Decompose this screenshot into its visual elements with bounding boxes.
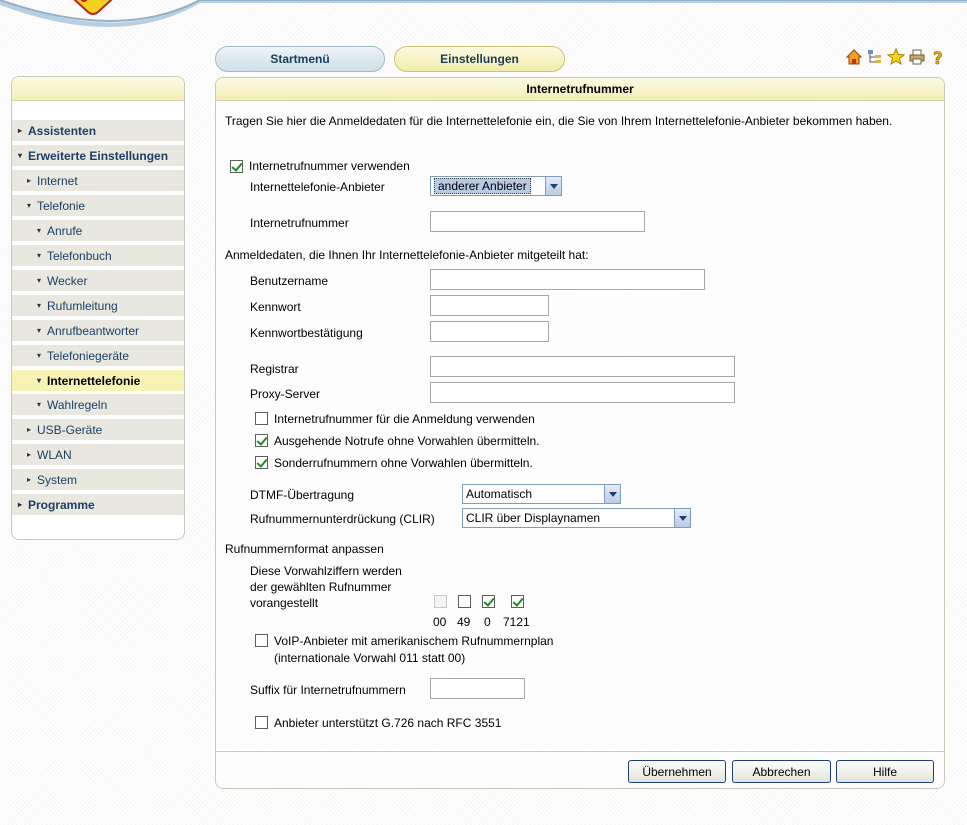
sidebar-item-telefoniegeraete[interactable]: ▾ Telefoniegeräte bbox=[12, 345, 184, 367]
sidebar-item-wlan[interactable]: ▸ WLAN bbox=[12, 444, 184, 466]
sidebar-item-system[interactable]: ▸ System bbox=[12, 469, 184, 491]
dtmf-select[interactable] bbox=[462, 484, 621, 504]
password-confirm-label: Kennwortbestätigung bbox=[250, 326, 363, 340]
voip-us-checkbox[interactable] bbox=[255, 634, 268, 647]
prefix-7121-checkbox[interactable] bbox=[511, 595, 524, 608]
registrar-label: Registrar bbox=[250, 362, 299, 376]
sidebar-item-telefonie[interactable]: ▾ Telefonie bbox=[12, 195, 184, 217]
suffix-input[interactable] bbox=[430, 678, 525, 699]
chevron-down-icon bbox=[604, 485, 620, 503]
use-number-checkbox[interactable] bbox=[230, 160, 243, 173]
suffix-label: Suffix für Internetrufnummern bbox=[250, 683, 406, 697]
chevron-down-icon: ▾ bbox=[18, 151, 23, 160]
chevron-right-icon: ▸ bbox=[18, 126, 23, 135]
password-label: Kennwort bbox=[250, 300, 301, 314]
provider-value: anderer Anbieter bbox=[434, 178, 531, 194]
format-heading: Rufnummernformat anpassen bbox=[225, 542, 384, 556]
intro-text: Tragen Sie hier die Anmeldedaten für die Internettelefonie ein, die Sie von Ihrem Internettelefonie-Anbieter bekommen haben. bbox=[225, 114, 893, 128]
chevron-down-icon bbox=[674, 509, 690, 527]
prefix-7121-label: 7121 bbox=[503, 615, 530, 629]
prefix-text-1: Diese Vorwahlziffern werden bbox=[250, 564, 402, 578]
star-icon[interactable] bbox=[887, 48, 905, 66]
sidebar-item-erweiterte-einstellungen[interactable]: ▾ Erweiterte Einstellungen bbox=[12, 145, 184, 167]
clir-label: Rufnummernunterdrückung (CLIR) bbox=[250, 512, 435, 526]
registrar-input[interactable] bbox=[430, 356, 735, 377]
chevron-down-icon: ▾ bbox=[37, 400, 42, 409]
chevron-down-icon: ▾ bbox=[37, 351, 42, 360]
sidebar-item-wahlregeln[interactable]: ▾ Wahlregeln bbox=[12, 394, 184, 416]
chevron-down-icon: ▾ bbox=[37, 376, 42, 385]
sidebar-item-telefonbuch[interactable]: ▾ Telefonbuch bbox=[12, 245, 184, 267]
prefix-49-label: 49 bbox=[457, 615, 471, 629]
emergency-calls-label: Ausgehende Notrufe ohne Vorwahlen übermitteln. bbox=[274, 434, 540, 448]
password-confirm-input[interactable] bbox=[430, 321, 549, 342]
sidebar-item-anrufe[interactable]: ▾ Anrufe bbox=[12, 220, 184, 242]
special-numbers-label: Sonderrufnummern ohne Vorwahlen übermitteln. bbox=[274, 456, 533, 470]
toolbar-icons bbox=[845, 48, 947, 66]
page-title: Internetrufnummer bbox=[216, 78, 944, 101]
sidebar-item-programme[interactable]: ▸ Programme bbox=[12, 494, 184, 516]
prefix-0-checkbox[interactable] bbox=[482, 595, 495, 608]
sidebar-item-internet[interactable]: ▸ Internet bbox=[12, 170, 184, 192]
tree-icon[interactable] bbox=[866, 48, 884, 66]
provider-label: Internettelefonie-Anbieter bbox=[250, 180, 385, 194]
chevron-down-icon: ▾ bbox=[27, 201, 32, 210]
chevron-right-icon: ▸ bbox=[27, 450, 32, 459]
help-button[interactable]: Hilfe bbox=[836, 760, 934, 783]
sidebar-nav bbox=[11, 76, 185, 540]
home-icon[interactable] bbox=[845, 48, 863, 66]
help-icon[interactable] bbox=[929, 48, 947, 66]
password-input[interactable] bbox=[430, 295, 549, 316]
use-number-login-label: Internetrufnummer für die Anmeldung verwenden bbox=[274, 412, 535, 426]
print-icon[interactable] bbox=[908, 48, 926, 66]
proxy-label: Proxy-Server bbox=[250, 387, 321, 401]
username-input[interactable] bbox=[430, 269, 705, 290]
tab-settings[interactable]: Einstellungen bbox=[394, 46, 565, 72]
fritz-logo bbox=[58, 0, 128, 24]
settings-panel bbox=[215, 77, 945, 789]
svg-text:?: ? bbox=[933, 49, 943, 66]
chevron-down-icon: ▾ bbox=[37, 251, 42, 260]
tab-startmenu[interactable]: Startmenü bbox=[215, 46, 385, 72]
g726-label: Anbieter unterstützt G.726 nach RFC 3551 bbox=[274, 716, 502, 730]
use-number-login-checkbox[interactable] bbox=[255, 412, 268, 425]
chevron-right-icon: ▸ bbox=[18, 500, 23, 509]
header-banner bbox=[0, 0, 967, 30]
sidebar-item-wecker[interactable]: ▾ Wecker bbox=[12, 270, 184, 292]
prefix-text-2: der gewählten Rufnummer bbox=[250, 580, 392, 594]
sidebar-item-usb-geraete[interactable]: ▸ USB-Geräte bbox=[12, 419, 184, 441]
chevron-down-icon bbox=[545, 177, 561, 195]
number-input[interactable] bbox=[430, 211, 645, 232]
number-label: Internetrufnummer bbox=[250, 216, 349, 230]
chevron-down-icon: ▾ bbox=[37, 226, 42, 235]
proxy-input[interactable] bbox=[430, 382, 735, 403]
voip-us-label: VoIP-Anbieter mit amerikanischem Rufnummernplan bbox=[274, 634, 554, 648]
provider-select[interactable] bbox=[430, 176, 562, 196]
chevron-right-icon: ▸ bbox=[27, 475, 32, 484]
use-number-label: Internetrufnummer verwenden bbox=[249, 159, 410, 173]
emergency-calls-checkbox[interactable] bbox=[255, 434, 268, 447]
chevron-right-icon: ▸ bbox=[27, 425, 32, 434]
voip-us-sublabel: (internationale Vorwahl 011 statt 00) bbox=[274, 651, 466, 665]
cancel-button[interactable]: Abbrechen bbox=[732, 760, 831, 783]
sidebar-item-internettelefonie[interactable]: ▾ Internettelefonie bbox=[12, 370, 184, 392]
sidebar-item-anrufbeantworter[interactable]: ▾ Anrufbeantworter bbox=[12, 320, 184, 342]
sidebar-header bbox=[12, 77, 184, 101]
sidebar-item-assistenten[interactable]: ▸ Assistenten bbox=[12, 120, 184, 142]
credentials-heading: Anmeldedaten, die Ihnen Ihr Internettelefonie-Anbieter mitgeteilt hat: bbox=[225, 248, 589, 262]
dtmf-label: DTMF-Übertragung bbox=[250, 488, 355, 502]
username-label: Benutzername bbox=[250, 274, 329, 288]
g726-checkbox[interactable] bbox=[255, 716, 268, 729]
clir-value: CLIR über Displaynamen bbox=[466, 511, 601, 525]
prefix-00-checkbox[interactable] bbox=[434, 595, 447, 608]
chevron-down-icon: ▾ bbox=[37, 326, 42, 335]
prefix-49-checkbox[interactable] bbox=[458, 595, 471, 608]
dtmf-value: Automatisch bbox=[466, 487, 533, 501]
sidebar-item-rufumleitung[interactable]: ▾ Rufumleitung bbox=[12, 295, 184, 317]
apply-button[interactable]: Übernehmen bbox=[628, 760, 726, 783]
prefix-text-3: vorangestellt bbox=[250, 596, 319, 610]
button-bar bbox=[216, 751, 944, 789]
chevron-down-icon: ▾ bbox=[37, 276, 42, 285]
clir-select[interactable] bbox=[462, 508, 691, 528]
chevron-down-icon: ▾ bbox=[37, 301, 42, 310]
prefix-0-label: 0 bbox=[484, 615, 491, 629]
chevron-right-icon: ▸ bbox=[27, 176, 32, 185]
special-numbers-checkbox[interactable] bbox=[255, 456, 268, 469]
prefix-00-label: 00 bbox=[433, 615, 447, 629]
